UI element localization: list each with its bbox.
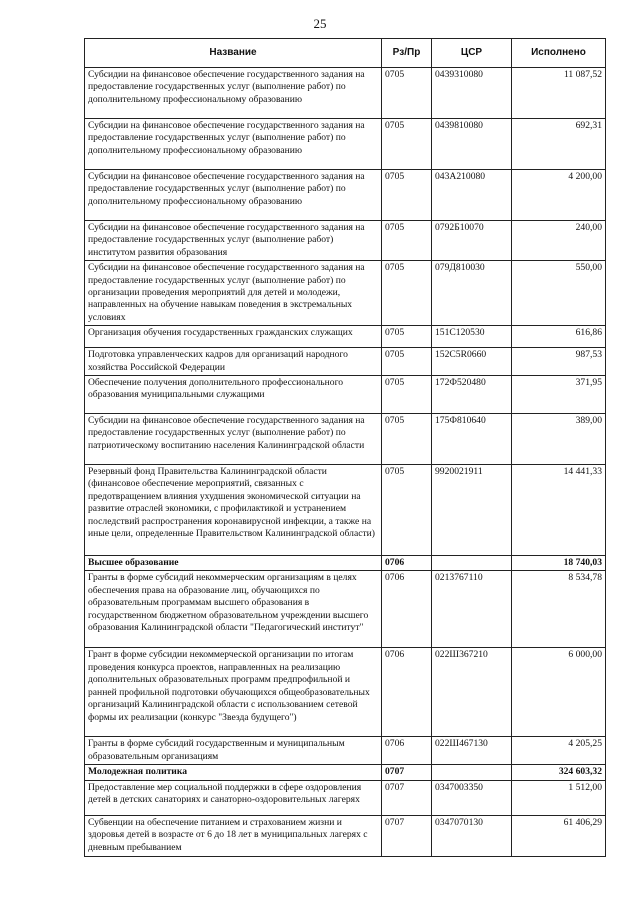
row-code: 0705 [382,348,432,376]
table-row [85,571,606,648]
row-code: 0706 [382,556,432,571]
row-csr: 079Д810030 [432,261,512,326]
row-code: 0705 [382,376,432,414]
row-csr: 0347003350 [432,780,512,815]
table-row [85,465,606,556]
row-csr: 175Ф810640 [432,414,512,465]
row-csr: 022Ш367210 [432,648,512,737]
row-csr: 151С120530 [432,326,512,348]
row-value: 8 534,78 [512,571,606,648]
row-code: 0707 [382,765,432,780]
row-code: 0705 [382,221,432,261]
row-name: Молодежная политика [85,765,382,780]
row-name: Гранты в форме субсидий государственным и муниципальным образовательным организациям [85,737,382,765]
row-name: Субсидии на финансовое обеспечение государственного задания на предоставление государственных услуг (выполнение работ) по дополнительному профессиональному образованию [85,68,382,119]
row-csr [432,556,512,571]
row-name: Субсидии на финансовое обеспечение государственного задания на предоставление государственных услуг (выполнение работ) по дополнительному профессиональному образованию [85,119,382,170]
table-header-row [85,39,606,68]
row-name: Обеспечение получения дополнительного профессионального образования муниципальными служащими [85,376,382,414]
table-row [85,648,606,737]
row-code: 0707 [382,815,432,856]
row-code: 0705 [382,170,432,221]
table-row [85,414,606,465]
table-row [85,376,606,414]
header-csr: ЦСР [432,39,512,68]
table-row [85,119,606,170]
row-csr: 172Ф520480 [432,376,512,414]
row-name: Организация обучения государственных гражданских служащих [85,326,382,348]
row-csr: 9920021911 [432,465,512,556]
row-code: 0705 [382,261,432,326]
row-name: Предоставление мер социальной поддержки в сфере оздоровления детей в детских санаториях и санаторно-оздоровительных лагерях [85,780,382,815]
row-code: 0705 [382,326,432,348]
row-name: Субсидии на финансовое обеспечение государственного задания на предоставление государственных услуг (выполнение работ) по патриотическому воспитанию населения Калининградской области [85,414,382,465]
table-row [85,556,606,571]
table-row [85,326,606,348]
row-csr: 0347070130 [432,815,512,856]
row-value: 61 406,29 [512,815,606,856]
row-name: Субсидии на финансовое обеспечение государственного задания на предоставление государственных услуг (выполнение работ) по дополнительному профессиональному образованию [85,170,382,221]
table-body [85,68,606,857]
table-row [85,68,606,119]
row-code: 0707 [382,780,432,815]
table-row [85,765,606,780]
row-value: 4 200,00 [512,170,606,221]
row-csr: 022Ш467130 [432,737,512,765]
row-name: Субвенции на обеспечение питанием и страхованием жизни и здоровья детей в возрасте от 6 до 18 лет в муниципальных лагерях с дневным пребыванием [85,815,382,856]
row-value: 1 512,00 [512,780,606,815]
row-code: 0706 [382,737,432,765]
row-value: 987,53 [512,348,606,376]
row-name: Субсидии на финансовое обеспечение государственного задания на предоставление государственных услуг (выполнение работ) по организации проведения мероприятий для детей и молодежи, направленных на обучение навыкам поведения в экстремальных условиях [85,261,382,326]
row-code: 0705 [382,119,432,170]
row-code: 0705 [382,414,432,465]
table-row [85,221,606,261]
row-value: 18 740,03 [512,556,606,571]
row-value: 389,00 [512,414,606,465]
row-value: 692,31 [512,119,606,170]
table-row [85,348,606,376]
table-row [85,170,606,221]
row-name: Субсидии на финансовое обеспечение государственного задания на предоставление государственных услуг (выполнение работ) институтом развития образования [85,221,382,261]
page-number: 25 [313,16,327,31]
row-value: 616,86 [512,326,606,348]
row-name: Подготовка управленческих кадров для организаций народного хозяйства Российской Федерации [85,348,382,376]
row-name: Резервный фонд Правительства Калининградской области (финансовое обеспечение мероприятий, связанных с предотвращением влияния ухудшения экономической ситуации на развитие отраслей экономики, с профилактикой и устранением последствий распространения коронавирусной инфекции, а также на иные цели, определенные Правительством Калининградской области) [85,465,382,556]
row-csr [432,765,512,780]
budget-table [84,38,606,857]
row-csr: 0439310080 [432,68,512,119]
header-done: Исполнено [512,39,606,68]
header-name: Название [85,39,382,68]
row-value: 550,00 [512,261,606,326]
row-name: Грант в форме субсидии некоммерческой организации по итогам проведения конкурса проектов, направленных на реализацию дополнительных образовательных программ предпрофильной и ранней профильной подготовки обучающихся общеобразовательных организаций Калининградской области с использованием сетевой формы их реализации (конкурс "Звезда будущего") [85,648,382,737]
row-code: 0705 [382,465,432,556]
table-row [85,261,606,326]
table-row [85,815,606,856]
row-value: 324 603,32 [512,765,606,780]
row-csr: 0213767110 [432,571,512,648]
table-row [85,737,606,765]
header-rz: Рз/Пр [382,39,432,68]
row-csr: 0439810080 [432,119,512,170]
row-value: 14 441,33 [512,465,606,556]
row-csr: 0792Б10070 [432,221,512,261]
row-csr: 043А210080 [432,170,512,221]
row-value: 4 205,25 [512,737,606,765]
row-csr: 152С5R0660 [432,348,512,376]
row-value: 6 000,00 [512,648,606,737]
table-row [85,780,606,815]
row-name: Высшее образование [85,556,382,571]
row-code: 0706 [382,648,432,737]
row-code: 0705 [382,68,432,119]
row-value: 240,00 [512,221,606,261]
row-name: Гранты в форме субсидий некоммерческим организациям в целях обеспечения права на образование лиц, обучающихся по образовательным программам высшего образования в государственном бюджетном образовательном учреждении высшего образования Калининградской области "Педагогический институт" [85,571,382,648]
row-code: 0706 [382,571,432,648]
row-value: 371,95 [512,376,606,414]
row-value: 11 087,52 [512,68,606,119]
